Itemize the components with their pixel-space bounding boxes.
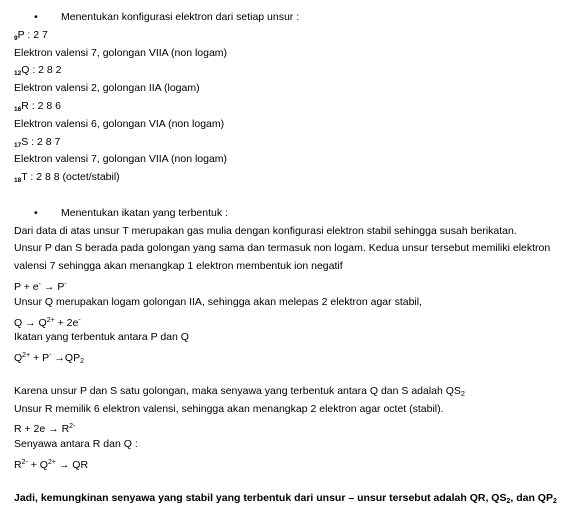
config-text: S : 2 8 7 xyxy=(21,135,61,148)
conclusion-text: , dan QP xyxy=(510,491,553,504)
element-p-desc: Elektron valensi 7, golongan VIIA (non logam) xyxy=(14,46,228,59)
element-s-config xyxy=(14,134,584,152)
eq-term: Q xyxy=(35,316,47,329)
eq-term: + 2e xyxy=(54,316,79,329)
atomic-number: 12 xyxy=(14,70,22,78)
paragraph: Dari data di atas unsur T merupakan gas mulia dengan konfigurasi elektron stabil sehingga susah berikatan. xyxy=(14,224,517,237)
atomic-number: 18 xyxy=(14,177,22,185)
conclusion-text: Jadi, kemungkinan senyawa yang stabil yang terbentuk dari unsur – unsur tersebut adalah QR, QS xyxy=(14,491,507,504)
paragraph: valensi 7 sehingga akan menangkap 1 elektron membentuk ion negatif xyxy=(14,260,343,273)
atomic-number: 17 xyxy=(14,141,22,149)
eq-term: R xyxy=(14,458,22,471)
eq-term: P + e xyxy=(14,280,39,293)
eq-sup: 2- xyxy=(69,423,76,431)
element-p-config xyxy=(14,27,584,45)
element-t-config xyxy=(14,169,584,187)
paragraph: Unsur R memilik 6 elektron valensi, sehingga akan menangkap 2 elektron agar octet (stabil). xyxy=(14,402,444,415)
equation-qr xyxy=(14,454,584,472)
eq-sub: 2 xyxy=(460,390,465,398)
config-text: R : 2 8 6 xyxy=(21,99,61,112)
spacer xyxy=(14,472,584,490)
eq-sub: 2 xyxy=(506,497,511,505)
eq-sup: 2+ xyxy=(22,352,31,360)
arrow-right-icon: → xyxy=(58,458,70,471)
document-body xyxy=(14,9,584,507)
element-r-config xyxy=(14,98,584,116)
element-q-config xyxy=(14,62,584,80)
element-q-desc: Elektron valensi 2, golongan IIA (logam) xyxy=(14,82,200,95)
eq-term: + P xyxy=(30,352,50,365)
config-text: Q : 2 8 2 xyxy=(21,64,62,77)
eq-term: P xyxy=(57,280,65,293)
arrow-right-icon: → xyxy=(54,352,65,365)
paragraph: Unsur P dan S berada pada golongan yang sama dan termasuk non logam. Kedua unsur tersebut memiliki elektron xyxy=(14,242,551,255)
spacer xyxy=(14,187,584,205)
section1-heading-text: Menentukan konfigurasi elektron dari setiap unsur : xyxy=(61,11,300,23)
eq-sup: - xyxy=(78,316,81,324)
eq-sub: 2 xyxy=(552,497,557,505)
equation-r-ion xyxy=(14,418,584,436)
eq-term: R + 2e xyxy=(14,423,49,436)
eq-sup: 2+ xyxy=(46,316,55,324)
equation-p-ion xyxy=(14,276,584,294)
equation-q-ion xyxy=(14,312,584,330)
conclusion xyxy=(14,490,584,508)
arrow-right-icon: → xyxy=(25,316,36,329)
element-r-desc: Elektron valensi 6, golongan VIA (non logam) xyxy=(14,117,225,130)
config-text: P : 2 7 xyxy=(17,28,48,41)
paragraph-text: Karena unsur P dan S satu golongan, maka senyawa yang terbentuk antara Q dan S adalah QS xyxy=(14,384,461,397)
equation-qp2 xyxy=(14,347,584,365)
eq-term: QR xyxy=(69,458,89,471)
element-s-desc: Elektron valensi 7, golongan VIIA (non logam) xyxy=(14,153,228,166)
bullet-icon: • xyxy=(34,206,38,219)
eq-sup: 2+ xyxy=(47,458,56,466)
bullet-icon: • xyxy=(34,11,38,23)
config-text: T : 2 8 8 (octet/stabil) xyxy=(21,171,120,184)
eq-sup: 2- xyxy=(21,458,28,466)
eq-sup: - xyxy=(64,280,67,288)
eq-sup: - xyxy=(49,352,52,360)
paragraph: Unsur Q merupakan logam golongan IIA, sehingga akan melepas 2 elektron agar stabil, xyxy=(14,295,422,308)
section1-heading xyxy=(14,9,584,27)
paragraph xyxy=(14,383,584,401)
eq-term: QP xyxy=(64,352,81,365)
eq-term: R xyxy=(58,423,70,436)
eq-term: Q xyxy=(14,316,26,329)
section2-heading xyxy=(14,205,584,223)
arrow-right-icon: → xyxy=(43,280,55,293)
section2-heading-text: Menentukan ikatan yang terbentuk : xyxy=(61,206,228,219)
spacer xyxy=(14,365,584,383)
eq-term: Q xyxy=(14,352,23,365)
atomic-number: 9 xyxy=(14,34,18,42)
arrow-right-icon: → xyxy=(48,423,59,436)
eq-sub: 2 xyxy=(80,358,84,366)
paragraph: Senyawa antara R dan Q : xyxy=(14,438,138,451)
paragraph: Ikatan yang terbentuk antara P dan Q xyxy=(14,331,189,344)
eq-term: + Q xyxy=(27,458,48,471)
eq-sup: - xyxy=(38,280,41,288)
atomic-number: 16 xyxy=(14,105,22,113)
